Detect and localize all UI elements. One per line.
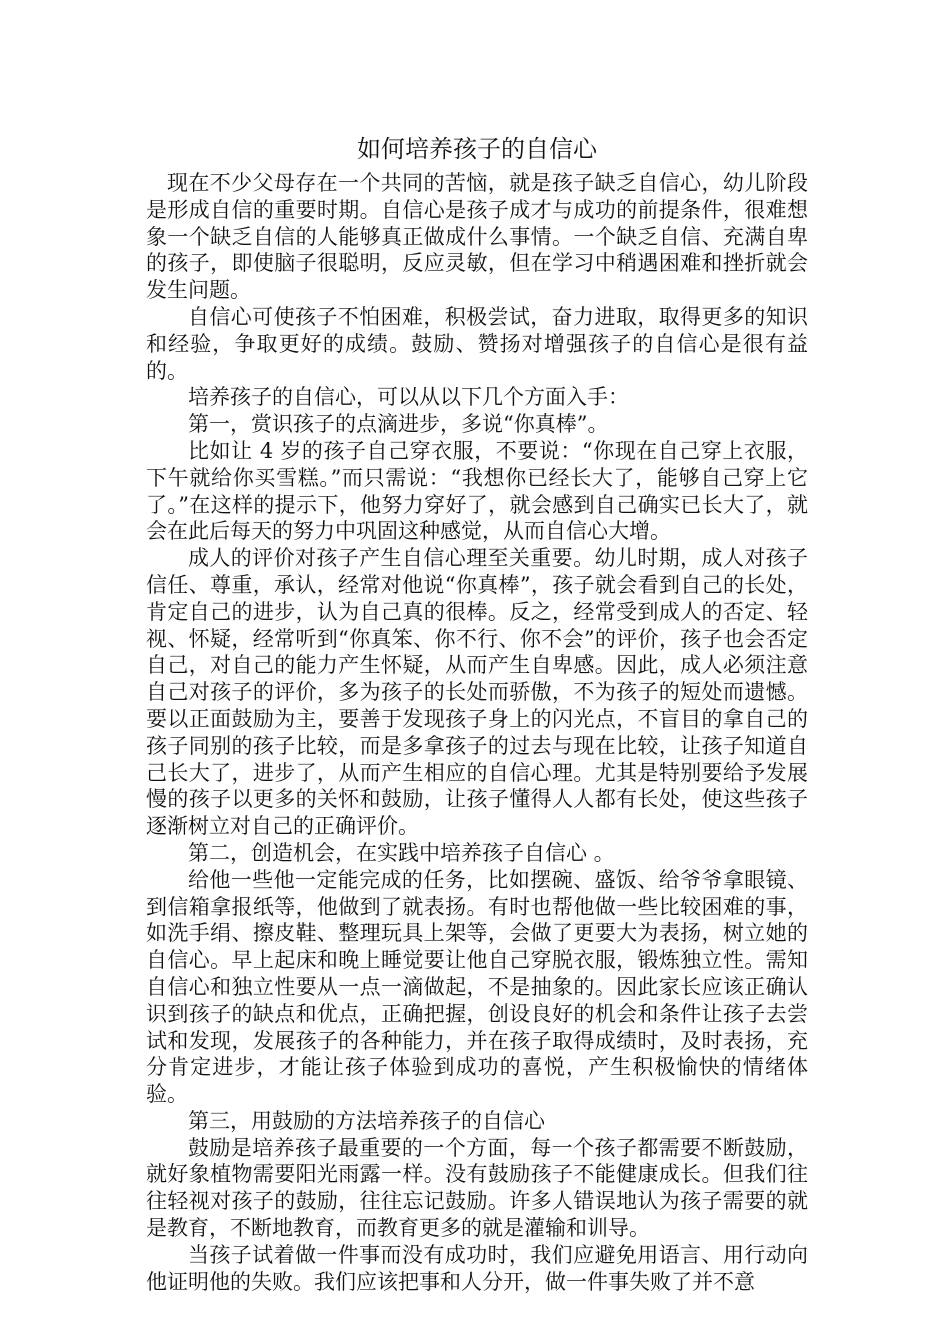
paragraph-adult-evaluation: 成人的评价对孩子产生自信心理至关重要。幼儿时期，成人对孩子信任、尊重，承认，经常对他说“你真棒”，孩子就会看到自己的长处，肯定自己的进步，认为自己真的很棒。反之，经常受到成人的否定、轻视、怀疑，经常听到“你真笨、你不行、你不会”的评价，孩子也会否定自己，对自己的能力产生怀疑，从而产生自卑感。因此，成人必须注意自己对孩子的评价，多为孩子的长处而骄傲，不为孩子的短处而遗憾。要以正面鼓励为主，要善于发现孩子身上的闪光点，不盲目的拿自己的孩子同别的孩子比较，而是多拿孩子的过去与现在比较，让孩子知道自己长大了，进步了，从而产生相应的自信心理。尤其是特别要给予发展慢的孩子以更多的关怀和鼓励，让孩子懂得人人都有长处，使这些孩子逐渐树立对自己的正确评价。 bbox=[146, 546, 808, 839]
document-title: 如何培养孩子的自信心 bbox=[357, 135, 597, 163]
section-heading-first: 第一，赏识孩子的点滴进步，多说“你真棒”。 bbox=[188, 412, 609, 437]
paragraph-intro: 现在不少父母存在一个共同的苦恼，就是孩子缺乏自信心，幼儿阶段是形成自信的重要时期。自信心是孩子成才与成功的前提条件，很难想象一个缺乏自信的人能够真正做成什么事情。一个缺乏自信、充满自卑的孩子，即使脑子很聪明，反应灵敏，但在学习中稍遇困难和挫折就会发生问题。 bbox=[146, 171, 808, 303]
paragraph-failure-handling: 当孩子试着做一件事而没有成功时，我们应避免用语言、用行动向他证明他的失败。我们应该把事和人分开，做一件事失败了并不意 bbox=[146, 1242, 808, 1294]
document-page bbox=[146, 132, 808, 1295]
paragraph-encouragement: 鼓励是培养孩子最重要的一个方面，每一个孩子都需要不断鼓励，就好象植物需要阳光雨露一样。没有鼓励孩子不能健康成长。但我们往往轻视对孩子的鼓励，往往忘记鼓励。许多人错误地认为孩子需要的就是教育，不断地教育，而教育更多的就是灌输和训导。 bbox=[146, 1135, 808, 1241]
paragraph-confidence-benefits: 自信心可使孩子不怕困难，积极尝试，奋力进取，取得更多的知识和经验，争取更好的成绩。鼓励、赞扬对增强孩子的自信心是很有益的。 bbox=[146, 304, 808, 383]
paragraph-aspects-intro: 培养孩子的自信心，可以从以下几个方面入手： bbox=[188, 385, 629, 410]
section-heading-third: 第三，用鼓励的方法培养孩子的自信心 bbox=[188, 1108, 545, 1133]
section-heading-second: 第二，创造机会，在实践中培养孩子自信心 。 bbox=[188, 840, 615, 865]
paragraph-practice-tasks: 给他一些他一定能完成的任务，比如摆碗、盛饭、给爷爷拿眼镜、到信箱拿报纸等，他做到了就表扬。有时也帮他做一些比较困难的事，如洗手绢、擦皮鞋、整理玩具上架等，会做了更要大为表扬，树立她的自信心。早上起床和晚上睡觉要让他自己穿脱衣服，锻炼独立性。需知自信心和独立性要从一点一滴做起，不是抽象的。因此家长应该正确认识到孩子的缺点和优点，正确把握，创设良好的机会和条件让孩子去尝试和发现，发展孩子的各种能力，并在孩子取得成绩时，及时表扬，充分肯定进步，才能让孩子体验到成功的喜悦，产生积极愉快的情绪体验。 bbox=[146, 867, 808, 1107]
paragraph-example-dressing: 比如让 4 岁的孩子自己穿衣服，不要说：“你现在自己穿上衣服，下午就给你买雪糕。”而只需说：“我想你已经长大了，能够自己穿上它了。”在这样的提示下，他努力穿好了，就会感到自己确实已长大了，就会在此后每天的努力中巩固这种感觉，从而自信心大增。 bbox=[146, 438, 808, 544]
